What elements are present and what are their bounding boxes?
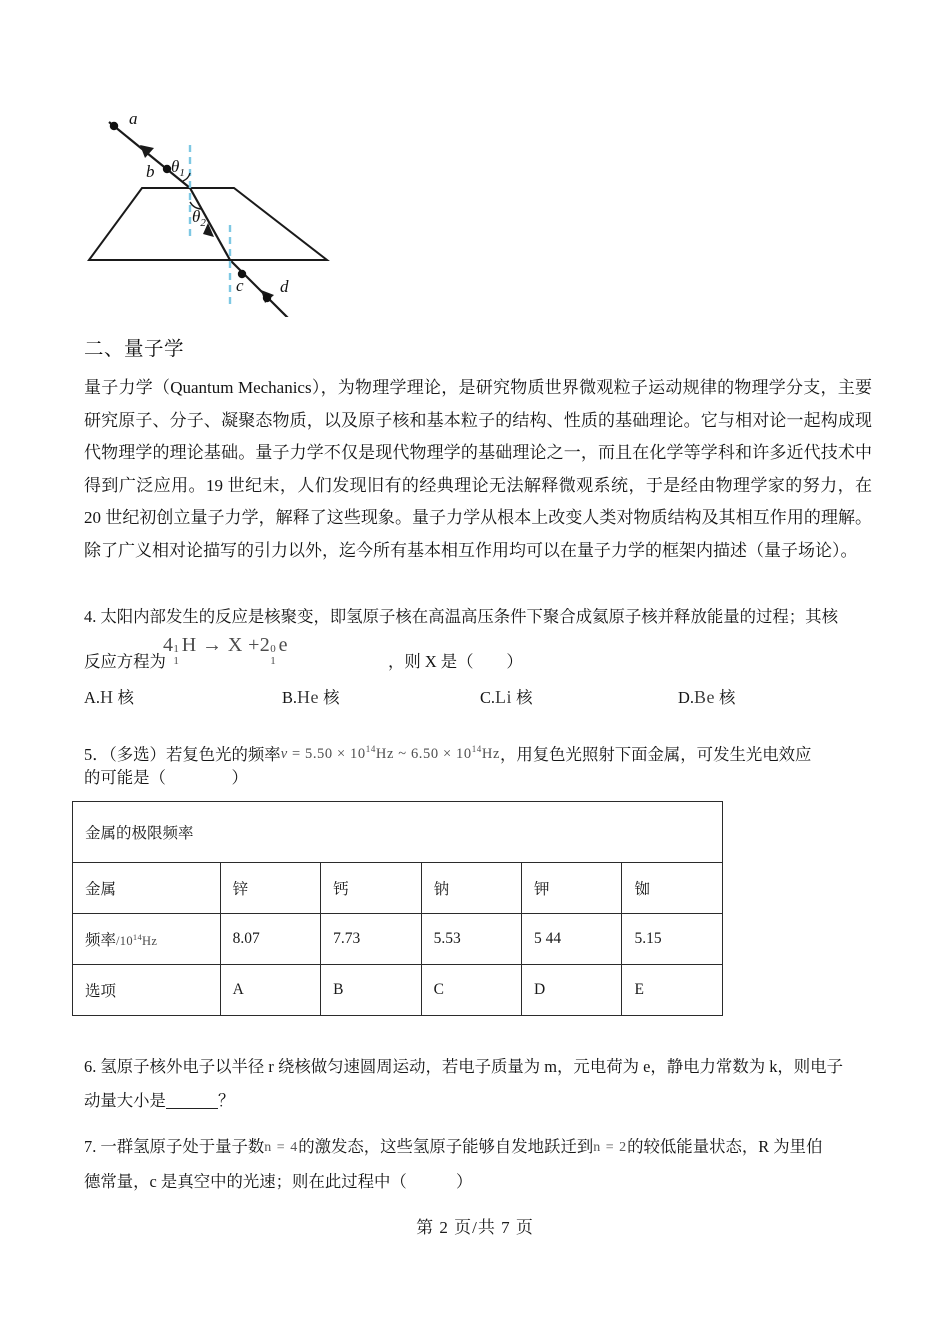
option-d-key: D. [678, 688, 694, 707]
frequency-cell-3: 5.53 [421, 914, 521, 965]
option-b-unit: 核 [323, 688, 340, 707]
eq-e-symbol: e [278, 634, 288, 656]
freq-times-2: × [442, 745, 452, 762]
table-caption-cell: 金属的极限频率 [73, 802, 723, 863]
eq-plus: + [248, 634, 260, 656]
choice-cell-a[interactable]: A [220, 965, 320, 1016]
table-row-frequencies [73, 914, 723, 965]
metal-cell-2: 钙 [321, 863, 421, 914]
label-b: b [146, 162, 155, 181]
metal-cell-3: 钠 [421, 863, 521, 914]
table-row-metals [73, 863, 723, 914]
question-4-line2-prefix: 反应方程为 [84, 652, 166, 671]
frequency-cell-4: 5 44 [522, 914, 622, 965]
metal-cell-1: 锌 [220, 863, 320, 914]
label-theta2: $\theta_2$ [192, 207, 206, 229]
answer-blank[interactable] [166, 1108, 218, 1109]
freq-unit-1: Hz [375, 745, 395, 762]
page-footer: 第 2 页/共 7 页 [416, 1218, 534, 1237]
option-b-symbol: He [297, 687, 320, 707]
option-c-key: C. [480, 688, 496, 707]
label-a: a [129, 109, 138, 128]
label-c: c [236, 276, 244, 295]
unit-exp: 14 [132, 931, 142, 942]
metal-threshold-frequency-table [72, 801, 723, 1016]
option-c-symbol: Li [495, 687, 513, 707]
choice-cell-c[interactable]: C [421, 965, 521, 1016]
freq-base-1: 10 [350, 745, 366, 762]
question-6-line1: 6. 氢原子核外电子以半径 r 绕核做匀速圆周运动，若电子质量为 m，元电荷为 e，静电力常数为 k，则电子 [84, 1057, 843, 1076]
choice-cell-e[interactable]: E [622, 965, 723, 1016]
question-6-line2-prefix: 动量大小是 [84, 1091, 166, 1110]
choice-cell-b[interactable]: B [321, 965, 421, 1016]
question-7 [84, 1130, 872, 1199]
freq-exp-2: 14 [471, 744, 482, 754]
frequency-cell-2: 7.73 [321, 914, 421, 965]
eq-e-sub: 1 [270, 654, 277, 667]
freq-base-2: 10 [455, 745, 472, 762]
choice-cell-d[interactable]: D [522, 965, 622, 1016]
metal-cell-4: 钾 [522, 863, 622, 914]
option-d[interactable] [678, 684, 735, 708]
eq-h-sup: 1 [173, 643, 180, 656]
freq-times-1: × [337, 745, 346, 762]
question-7-line2: 德常量，c 是真空中的光速；则在此过程中（ ） [84, 1172, 473, 1191]
question-7-line1-b: 的激发态，这些氢原子能够自发地跃迁到 [298, 1137, 594, 1156]
eq-h-sub: 1 [173, 654, 180, 667]
question-6 [84, 1050, 872, 1118]
question-4-options [84, 684, 872, 712]
freq-var: v [280, 745, 288, 762]
quantum-number-high-formula: n = 4 [264, 1140, 299, 1155]
option-a-key: A. [84, 688, 100, 707]
option-a-unit: 核 [117, 688, 134, 707]
frequency-cell-5: 5.15 [622, 914, 723, 965]
question-7-line1-c: 的较低能量状态，R 为里伯 [627, 1137, 823, 1156]
option-b[interactable] [282, 684, 340, 708]
label-theta1: $\theta_1$ [171, 157, 185, 179]
option-d-symbol: Be [693, 687, 715, 707]
freq-exp-1: 14 [365, 744, 376, 754]
eq-coef: 4 [163, 634, 174, 656]
nuclear-reaction-equation [163, 634, 288, 667]
option-c-unit: 核 [516, 688, 533, 707]
table-row-choices [73, 965, 723, 1016]
question-6-line2-suffix: ？ [217, 1091, 235, 1110]
freq-high-mantissa: 6.50 [410, 745, 439, 762]
table-row-caption [73, 802, 723, 863]
label-d: d [280, 277, 289, 296]
eq-arrow: → [202, 634, 223, 656]
option-a-symbol: H [99, 687, 114, 707]
row-label-frequency [73, 914, 221, 965]
question-5-line2: 的可能是（ ） [84, 768, 248, 787]
question-5-suffix: ，用复色光照射下面金属，可发生光电效应 [500, 744, 812, 764]
question-7-line1-a: 7. 一群氢原子处于量子数 [84, 1137, 265, 1156]
option-d-unit: 核 [719, 688, 736, 707]
eq-h-symbol: H [181, 634, 197, 656]
unit-slash-base: /10 [116, 934, 133, 948]
section-heading: 二、量子学 [84, 339, 185, 360]
row-label-choice: 选项 [73, 965, 221, 1016]
option-c[interactable] [480, 684, 533, 708]
freq-low-mantissa: 5.50 [304, 745, 333, 762]
ray-arrowheads [140, 145, 274, 303]
row-label-metal: 金属 [73, 863, 221, 914]
quantum-number-low-formula: n = 2 [593, 1140, 628, 1155]
question-4-stem: 4. 太阳内部发生的反应是核聚变，即氢原子核在高温高压条件下聚合成氦原子核并释放能量的过程；其核 [84, 607, 838, 626]
option-a[interactable] [84, 684, 134, 708]
freq-eq-sign: = [291, 745, 301, 762]
metal-cell-5: 铷 [622, 863, 723, 914]
question-4-line2 [84, 648, 523, 672]
freq-tilde: ~ [398, 745, 407, 762]
eq-product: X [227, 634, 243, 656]
eq-e-sup: 0 [270, 643, 277, 656]
frequency-unit-label [116, 931, 158, 948]
question-5-prefix: 5．（多选）若复色光的频率 [84, 744, 281, 764]
eq-e-coef: 2 [259, 634, 271, 656]
intro-paragraph: 量子力学（Quantum Mechanics），为物理学理论，是研究物质世界微观粒子运动规律的物理学分支，主要研究原子、分子、凝聚态物质，以及原子核和基本粒子的结构、性质的基础理论。它与相对论一起构成现代物理学的理论基础。量子力学不仅是现代物理学的基础理论之一，而且在化学等学科和许多近代技术中得到广泛应用。19 世纪末，人们发现旧有的经典理论无法解释微观系统，于是经由物理学家的努力，在 20 世纪初创立量子力学，解释了这些现象。量子力学从根本上改变人类对物质结构及其相互作用的理解。除了广义相对论描写的引力以外，迄今所有基本相互作用均可以在量子力学的框架内描述（量子场论）。 [84, 378, 872, 560]
frequency-cell-1: 8.07 [220, 914, 320, 965]
unit-hz: Hz [142, 934, 158, 948]
frequency-range-formula [281, 746, 500, 762]
row-label-frequency-text: 频率 [85, 932, 117, 949]
option-b-key: B. [282, 688, 298, 707]
question-4-line2-suffix: ，则 X 是（ ） [387, 652, 523, 671]
refraction-diagram [84, 92, 424, 317]
freq-unit-2: Hz [481, 745, 500, 762]
